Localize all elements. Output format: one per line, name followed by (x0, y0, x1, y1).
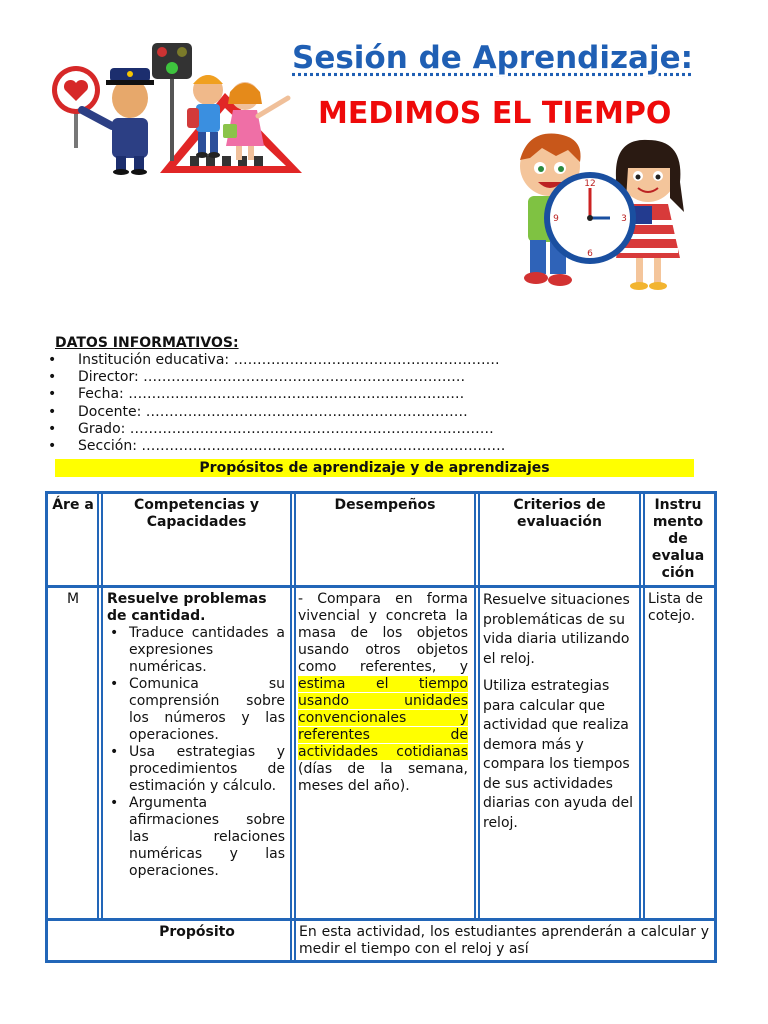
proposito-label: Propósito (159, 924, 235, 940)
datos-item-grado: • Grado: …………………………………………………………………… (48, 420, 494, 437)
session-title: Sesión de Aprendizaje: (292, 40, 693, 76)
crossing-guard-illustration (40, 38, 310, 178)
capacidades-list (107, 625, 285, 880)
col-sep-1a (97, 491, 99, 921)
capacidad-item: • Usa estrategias y procedimientos de estimación y cálculo. (107, 744, 285, 795)
desempeno-text-end: (días de la semana, meses del año). (298, 761, 468, 794)
datos-item-seccion: • Sección: …………………………………………………………………… (48, 437, 506, 454)
col-sep-3b (478, 491, 480, 921)
criterio-1: Resuelve situaciones problemáticas de su vida diaria utilizando el reloj. (483, 592, 630, 667)
col-sep-2b (294, 491, 296, 963)
header-divider (45, 585, 717, 588)
table-border-right (714, 491, 717, 963)
datos-item-director: • Director: …………………………………………………………… (48, 369, 466, 386)
svg-text:9: 9 (553, 214, 559, 224)
header-criterios: Criterios de evaluación (513, 497, 606, 530)
competencia-title: Resuelve problemas de cantidad. (107, 591, 267, 624)
svg-text:6: 6 (587, 249, 593, 259)
proposito-text: En esta actividad, los estudiantes aprenderán a calcular y medir el tiempo con el reloj y así (299, 924, 709, 957)
cell-criterios (483, 591, 635, 833)
cell-instrumento: Lista de cotejo. (648, 591, 704, 624)
purpose-divider (45, 918, 717, 921)
capacidad-item: • Traduce cantidades a expresiones numéricas. (107, 625, 285, 676)
table-border-bottom (45, 960, 717, 963)
cell-area: M (66, 591, 80, 607)
header-desempenos: Desempeños (334, 497, 436, 513)
datos-item-fecha: • Fecha: ……………………………………………………………… (48, 386, 465, 403)
propositos-heading: Propósitos de aprendizaje y de aprendizajes (55, 459, 694, 477)
datos-informativos-list (48, 352, 505, 455)
capacidad-item: • Argumenta afirmaciones sobre las relaciones numéricas y las operaciones. (107, 795, 285, 880)
criterio-2: Utiliza estrategias para calcular que actividad que realiza demora más y compara los tiempos de sus actividades diarias con ayuda del reloj. (483, 678, 633, 831)
col-sep-1b (101, 491, 103, 921)
datos-item-docente: • Docente: …………………………………………………………… (48, 403, 468, 420)
learning-purposes-table (45, 491, 717, 963)
kids-with-clock-illustration (498, 128, 720, 303)
svg-text:12: 12 (584, 179, 596, 189)
datos-item-institucion: • Institución educativa: ………………………………………………… (48, 352, 500, 368)
desempeno-highlight: estima el tiempo usando unidades convencionales y referentes de actividades cotidianas (298, 676, 468, 760)
svg-text:3: 3 (621, 214, 627, 224)
header-instrumento: Instru mento de evalua ción (651, 497, 705, 581)
col-sep-4a (639, 491, 641, 921)
col-sep-3a (474, 491, 476, 921)
table-border-left (45, 491, 48, 963)
col-sep-2a (290, 491, 292, 963)
capacidad-item: • Comunica su comprensión sobre los números y las operaciones. (107, 676, 285, 744)
header-area: Áre a (52, 497, 94, 513)
cell-competencias (107, 591, 285, 880)
header-competencias: Competencias y Capacidades (133, 497, 260, 530)
datos-informativos-title: DATOS INFORMATIVOS: (55, 335, 239, 351)
desempeno-text: - Compara en forma vivencial y concreta la masa de los objetos usando otros objetos como referentes, y (298, 591, 468, 675)
session-subtitle: MEDIMOS EL TIEMPO (318, 96, 672, 131)
table-border-top (45, 491, 717, 494)
cell-desempenos (298, 591, 468, 795)
